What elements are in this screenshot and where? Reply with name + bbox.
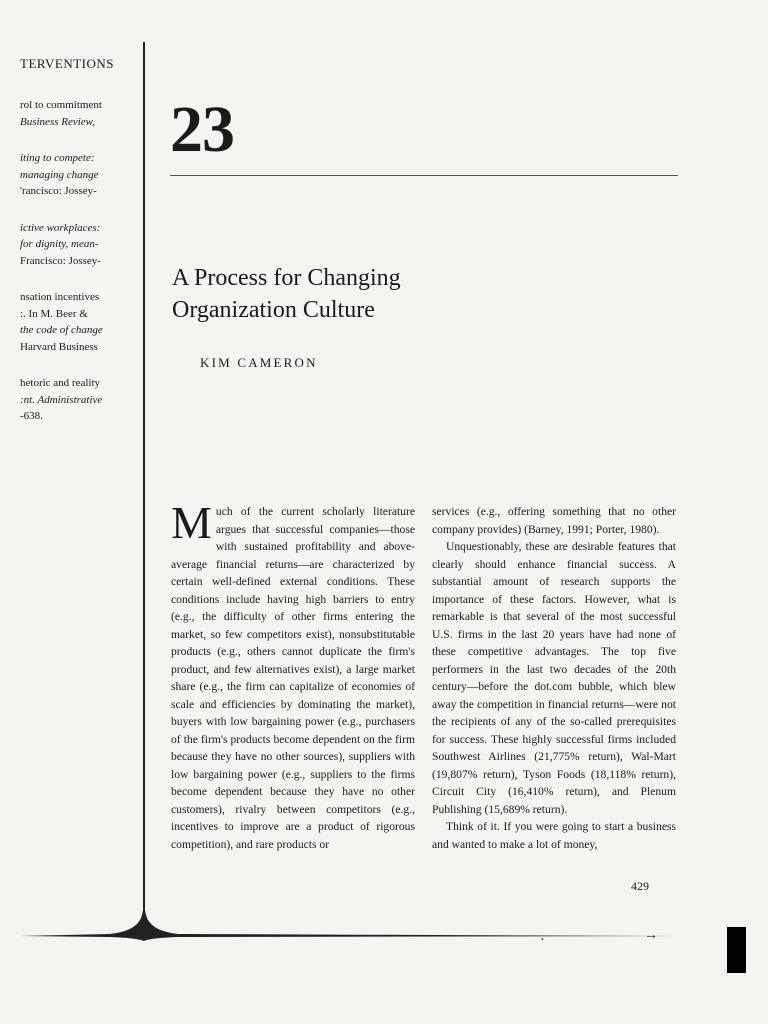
reference-entry: nsation incentives :. In M. Beer & the code of change Harvard Business <box>20 291 103 353</box>
page-number: 429 <box>631 879 649 893</box>
reference-entry: iting to compete: managing change 'rancisco: Jossey- <box>20 152 99 197</box>
body-paragraph: services (e.g., offering something that no other company provides) (Barney, 1991; Porter, 1980). <box>432 505 676 536</box>
reference-entry: rol to commitment Business Review, <box>20 99 102 128</box>
arrow-mark-icon: → <box>644 928 658 943</box>
body-paragraph: Unquestionably, these are desirable features that clearly should enhance financial success. A substantial amount of research supports the importance of these factors. However, what is remarkable is that several of the most successful U.S. firms in the last 20 years have had none of these competitive advantages. The top five performers in the last two decades of the 20th century—before the dot.com bubble, which blew away the competition in financial returns—were not the recipients of any of the so-called prerequisites for success. These highly successful firms included Southwest Airlines (21,775% return), Wal-Mart (19,807% return), Tyson Foods (18,118% return), Circuit City (16,410% return), and Plenum Publishing (15,689% return). <box>432 540 676 816</box>
body-column-left <box>171 497 415 853</box>
body-paragraph: Think of it. If you were going to start a business and wanted to make a lot of money, <box>432 820 676 851</box>
chapter-title: A Process for Changing Organization Culture <box>172 265 401 323</box>
thumb-tab-mark <box>727 927 746 973</box>
gutter-rule <box>143 42 145 912</box>
scan-mark: ․ <box>540 929 545 944</box>
running-header: TERVENTIONS <box>20 56 115 71</box>
reference-list <box>20 97 120 445</box>
gutter-flourish <box>0 905 700 945</box>
chapter-number: 23 <box>170 93 234 166</box>
chapter-rule <box>170 175 678 176</box>
body-column-right <box>432 503 676 853</box>
author-name: KIM CAMERON <box>200 355 318 370</box>
body-paragraph: Much of the current scholarly literature argues that successful companies—those with sustained profitability and above-average financial returns—are characterized by certain well-defined external conditions. These conditions include having high barriers to entry (e.g., the difficulty of other firms entering the market, so few competitors exist), nonsubstitutable products (e.g., others cannot duplicate the firm's product, and few alternatives exist), a large market share (e.g., the firm can capitalize of economies of scale and efficiencies by dominating the market), buyers with low bargaining power (e.g., purchasers of the firm's products become dependent on the firm because they have no other sources), suppliers with low bargaining power (e.g., suppliers to the firms become dependent because they have no other customers), rivalry between competitors (e.g., incentives to improve are a product of rigorous competition), and rare products or <box>171 497 415 851</box>
drop-cap: M <box>171 497 212 548</box>
reference-entry: hetoric and reality :nt. Administrative -638. <box>20 377 103 422</box>
reference-entry: ictive workplaces: for dignity, mean- Francisco: Jossey- <box>20 221 101 267</box>
